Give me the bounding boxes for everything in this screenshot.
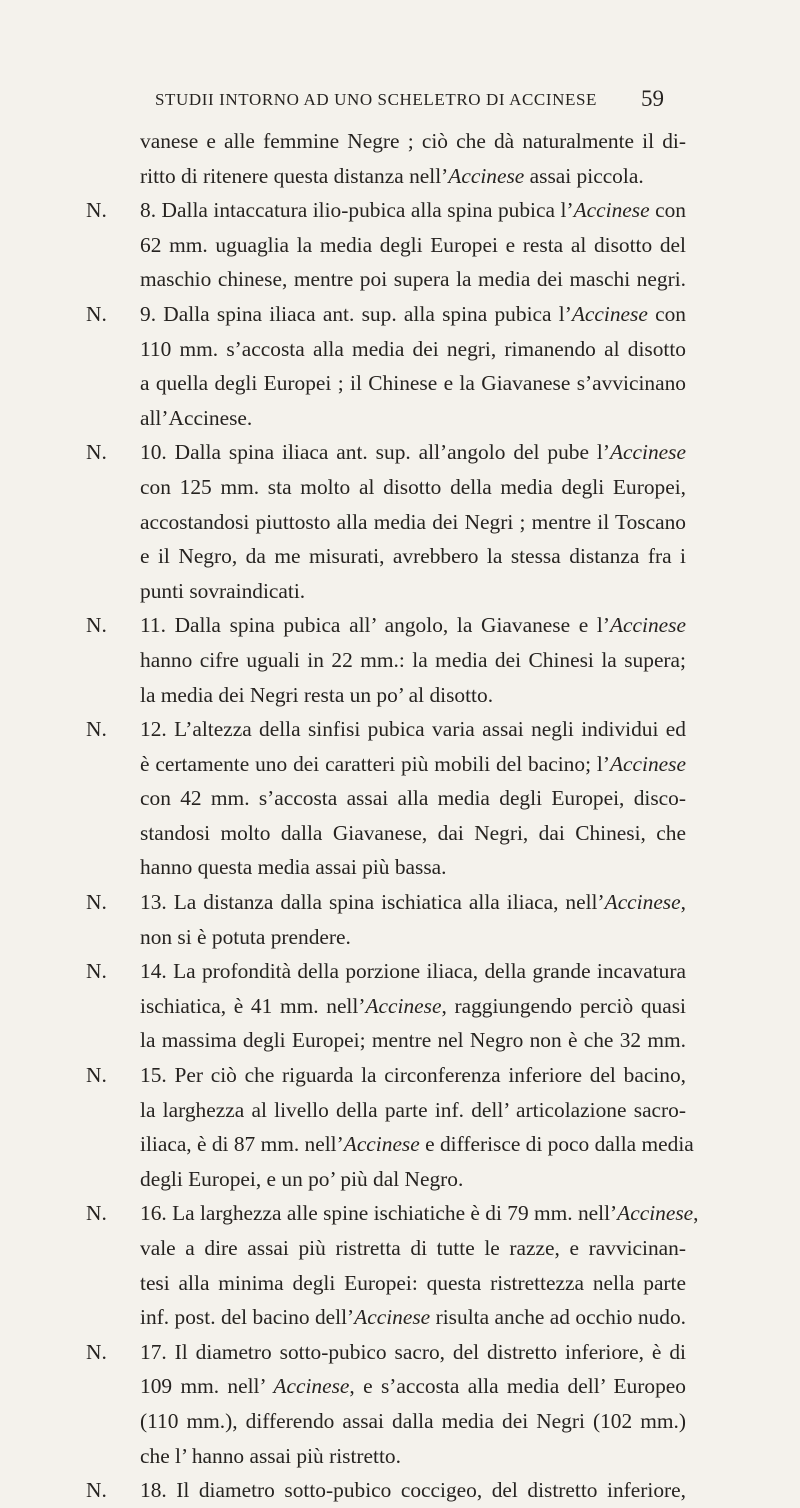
paragraph-16-line: inf. post. del bacino dell’Accinese risulta anche ad occhio nudo. bbox=[140, 1305, 686, 1330]
page-number: 59 bbox=[641, 86, 664, 111]
paragraph-9-line: N. 9. Dalla spina iliaca ant. sup. alla spina pubica l’Accinese con bbox=[86, 297, 686, 332]
paragraph-9-line: all’Accinese. bbox=[140, 405, 253, 430]
paragraph-15-line: N. 15. Per ciò che riguarda la circonferenza inferiore del bacino, bbox=[86, 1058, 686, 1093]
paragraph-10-line: e il Negro, da me misurati, avrebbero la stessa distanza fra i bbox=[140, 544, 686, 569]
paragraph-marker: N. bbox=[86, 890, 107, 915]
paragraph-17-line: 109 mm. nell’ Accinese, e s’accosta alla media dell’ Europeo bbox=[140, 1374, 686, 1399]
paragraph-10-line: con 125 mm. sta molto al disotto della media degli Europei, bbox=[140, 474, 686, 499]
paragraph-9-line: a quella degli Europei ; il Chinese e la Giavanese s’avvicinano bbox=[140, 371, 686, 396]
paragraph-14-line: N. 14. La profondità della porzione iliaca, della grande incavatura bbox=[86, 954, 686, 989]
paragraph-10-line: accostandosi piuttosto alla media dei Negri ; mentre il Toscano bbox=[140, 509, 686, 534]
paragraph-11-line: N. 11. Dalla spina pubica all’ angolo, la Giavanese e l’Accinese bbox=[86, 608, 686, 643]
paragraph-marker: N. bbox=[86, 1063, 107, 1088]
paragraph-17-line: che l’ hanno assai più ristretto. bbox=[140, 1443, 401, 1468]
paragraph-10-line: N. 10. Dalla spina iliaca ant. sup. all’angolo del pube l’Accinese bbox=[86, 435, 686, 470]
paragraph-marker: N. bbox=[86, 1339, 107, 1364]
paragraph-15-line: la larghezza al livello della parte inf. dell’ articolazione sacro- bbox=[140, 1097, 686, 1122]
paragraph-12-line: standosi molto dalla Giavanese, dai Negri, dai Chinesi, che bbox=[140, 820, 686, 845]
text-line: ritto di ritenere questa distanza nell’Accinese assai piccola. bbox=[140, 163, 644, 188]
paragraph-12-line: con 42 mm. s’accosta assai alla media degli Europei, disco- bbox=[140, 786, 686, 811]
paragraph-marker: N. bbox=[86, 440, 107, 465]
header-title: STUDII INTORNO AD UNO SCHELETRO DI ACCINESE bbox=[155, 90, 597, 109]
paragraph-14-line: ischiatica, è 41 mm. nell’Accinese, raggiungendo perciò quasi bbox=[140, 993, 686, 1018]
paragraph-marker: N. bbox=[86, 198, 107, 223]
paragraph-8-line: maschio chinese, mentre poi supera la media dei maschi negri. bbox=[140, 267, 686, 292]
paragraph-15-line: iliaca, è di 87 mm. nell’Accinese e differisce di poco dalla media bbox=[140, 1132, 694, 1157]
text-line: vanese e alle femmine Negre ; ciò che dà naturalmente il di- bbox=[140, 129, 686, 153]
running-head bbox=[148, 86, 664, 114]
paragraph-16-line: tesi alla minima degli Europei: questa ristrettezza nella parte bbox=[140, 1270, 686, 1295]
paragraph-marker: N. bbox=[86, 613, 107, 638]
paragraph-15-line: degli Europei, e un po’ più dal Negro. bbox=[140, 1166, 464, 1191]
paragraph-12-line: N. 12. L’altezza della sinfisi pubica varia assai negli individui ed bbox=[86, 712, 686, 747]
paragraph-13-line: non si è potuta prendere. bbox=[140, 924, 351, 949]
paragraph-marker: N. bbox=[86, 959, 107, 984]
paragraph-11-line: hanno cifre uguali in 22 mm.: la media dei Chinesi la supera; bbox=[140, 647, 686, 672]
paragraph-marker: N. bbox=[86, 1201, 107, 1226]
paragraph-11-line: la media dei Negri resta un po’ al disotto. bbox=[140, 682, 494, 707]
paragraph-marker: N. bbox=[86, 301, 107, 326]
paragraph-12-line: è certamente uno dei caratteri più mobili del bacino; l’Accinese bbox=[140, 751, 686, 776]
paragraph-16-line: N. 16. La larghezza alle spine ischiatiche è di 79 mm. nell’Accinese, bbox=[86, 1196, 686, 1231]
paragraph-8-line: N. 8. Dalla intaccatura ilio-pubica alla spina pubica l’Accinese con bbox=[86, 193, 686, 228]
paragraph-marker: N. bbox=[86, 717, 107, 742]
paragraph-marker: N. bbox=[86, 1478, 107, 1503]
paragraph-10-line: punti sovraindicati. bbox=[140, 578, 306, 603]
paragraph-13-line: N. 13. La distanza dalla spina ischiatica alla iliaca, nell’Accinese, bbox=[86, 885, 686, 920]
paragraph-16-line: vale a dire assai più ristretta di tutte le razze, e ravvicinan- bbox=[140, 1236, 686, 1260]
paragraph-14-line: la massima degli Europei; mentre nel Negro non è che 32 mm. bbox=[140, 1028, 686, 1053]
paragraph-9-line: 110 mm. s’accosta alla media dei negri, rimanendo al disotto bbox=[140, 336, 686, 361]
paragraph-8-line: 62 mm. uguaglia la media degli Europei e resta al disotto del bbox=[140, 232, 686, 257]
paragraph-17-line: N. 17. Il diametro sotto-pubico sacro, del distretto inferiore, è di bbox=[86, 1335, 686, 1370]
paragraph-17-line: (110 mm.), differendo assai dalla media dei Negri (102 mm.) bbox=[140, 1408, 686, 1433]
paragraph-12-line: hanno questa media assai più bassa. bbox=[140, 855, 447, 880]
body-text bbox=[86, 124, 699, 1508]
paragraph-18-line: N. 18. Il diametro sotto-pubico coccigeo, del distretto inferiore, bbox=[86, 1473, 686, 1508]
